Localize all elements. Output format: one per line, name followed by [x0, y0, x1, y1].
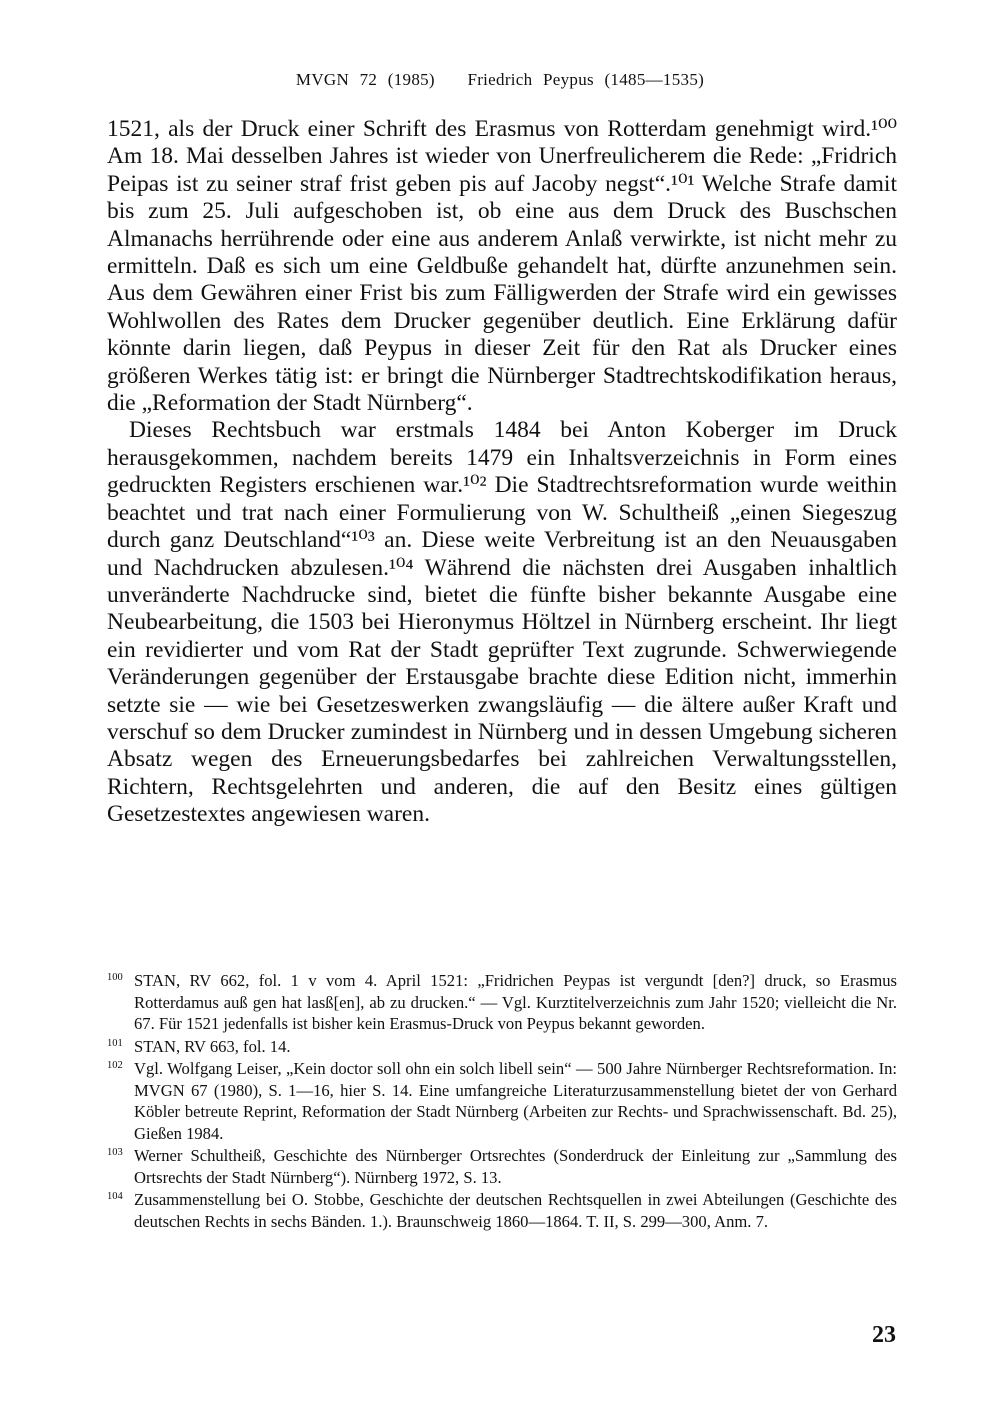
footnote	[107, 1189, 897, 1232]
footnote-number: 100	[107, 972, 123, 983]
footnote-text: Werner Schultheiß, Geschichte des Nürnberger Ortsrechtes (Sonderdruck der Einleitung zur „Sammlung des Ortsrechts der Stadt Nürnberg“). Nürnberg 1972, S. 13.	[134, 1146, 897, 1187]
footnote-text: Zusammenstellung bei O. Stobbe, Geschichte der deutschen Rechtsquellen in zwei Abteilungen (Geschichte des deutschen Rechts in sechs Bänden. 1.). Braunschweig 1860—1864. T. II, S. 299—300, Anm. 7.	[134, 1190, 897, 1231]
running-title: Friedrich Peypus (1485—1535)	[467, 70, 705, 89]
main-text	[107, 116, 897, 829]
footnote-text: STAN, RV 663, fol. 14.	[134, 1036, 291, 1056]
page-number: 23	[872, 1322, 896, 1348]
journal-reference: MVGN 72 (1985)	[295, 70, 435, 89]
footnote-number: 104	[107, 1191, 123, 1202]
footnote	[107, 1058, 897, 1144]
footnote-number: 102	[107, 1060, 123, 1071]
running-header	[0, 70, 1000, 90]
paragraph-2: Dieses Rechtsbuch war erstmals 1484 bei Anton Koberger im Druck herausgekommen, nachdem bereits 1479 ein Inhaltsverzeichnis in Form eines gedruckten Registers erschienen war.¹⁰² Die Stadtrechtsreformation wurde weithin beachtet und trat nach einer Formulierung von W. Schultheiß „einen Siegeszug durch ganz Deutschland“¹⁰³ an. Diese weite Verbreitung ist an den Neuausgaben und Nachdrucken abzulesen.¹⁰⁴ Während die nächsten drei Ausgaben inhaltlich unveränderte Nachdrucke sind, bietet die fünfte bisher bekannte Ausgabe eine Neubearbeitung, die 1503 bei Hieronymus Höltzel in Nürnberg erscheint. Ihr liegt ein revidierter und vom Rat der Stadt geprüfter Text zugrunde. Schwerwiegende Veränderungen gegenüber der Erstausgabe brachte diese Edition nicht, immerhin setzte sie — wie bei Gesetzeswerken zwangsläufig — die ältere außer Kraft und verschuf so dem Drucker zumindest in Nürnberg und in dessen Umgebung sicheren Absatz wegen des Erneuerungsbedarfes bei zahlreichen Verwaltungsstellen, Richtern, Rechtsgelehrten und anderen, die auf den Besitz eines gültigen Gesetzestextes angewiesen waren.	[107, 417, 897, 828]
footnote	[107, 970, 897, 1035]
footnotes	[107, 970, 897, 1233]
footnote	[107, 1036, 897, 1058]
footnote-number: 101	[107, 1037, 123, 1049]
footnote-text: Vgl. Wolfgang Leiser, „Kein doctor soll ohn ein solch libell sein“ — 500 Jahre Nürnberger Rechtsreformation. In: MVGN 67 (1980), S. 1—16, hier S. 14. Eine umfangreiche Literaturzusammenstellung bietet der von Gerhard Köbler betreute Reprint, Reformation der Stadt Nürnberg (Arbeiten zur Rechts- und Sprachwissenschaft. Bd. 25), Gießen 1984.	[134, 1059, 897, 1143]
paragraph-1: 1521, als der Druck einer Schrift des Erasmus von Rotterdam genehmigt wird.¹⁰⁰ Am 18. Mai desselben Jahres ist wieder von Unerfreulicherem die Rede: „Fridrich Peipas ist zu seiner straf frist geben pis auf Jacoby negst“.¹⁰¹ Welche Strafe damit bis zum 25. Juli aufgeschoben ist, ob eine aus dem Druck des Buschschen Almanachs herrührende oder eine aus anderem Anlaß verwirkte, ist nicht mehr zu ermitteln. Daß es sich um eine Geldbuße gehandelt hat, dürfte anzunehmen sein. Aus dem Gewähren einer Frist bis zum Fälligwerden der Strafe wird ein gewisses Wohlwollen des Rates dem Drucker gegenüber deutlich. Eine Erklärung dafür könnte darin liegen, daß Peypus in dieser Zeit für den Rat als Drucker eines größeren Werkes tätig ist: er bringt die Nürnberger Stadtrechtskodifikation heraus, die „Reformation der Stadt Nürnberg“.	[107, 116, 897, 417]
footnote	[107, 1145, 897, 1188]
footnote-number: 103	[107, 1147, 123, 1158]
footnote-text: STAN, RV 662, fol. 1 v vom 4. April 1521: „Fridrichen Peypas ist vergundt [den?] druck, so Erasmus Rotterdamus auß gen hat lasß[en], ab zu drucken.“ — Vgl. Kurztitelverzeichnis zum Jahr 1520; vielleicht die Nr. 67. Für 1521 jedenfalls ist bisher kein Erasmus-Druck von Peypus bekannt geworden.	[134, 971, 897, 1033]
